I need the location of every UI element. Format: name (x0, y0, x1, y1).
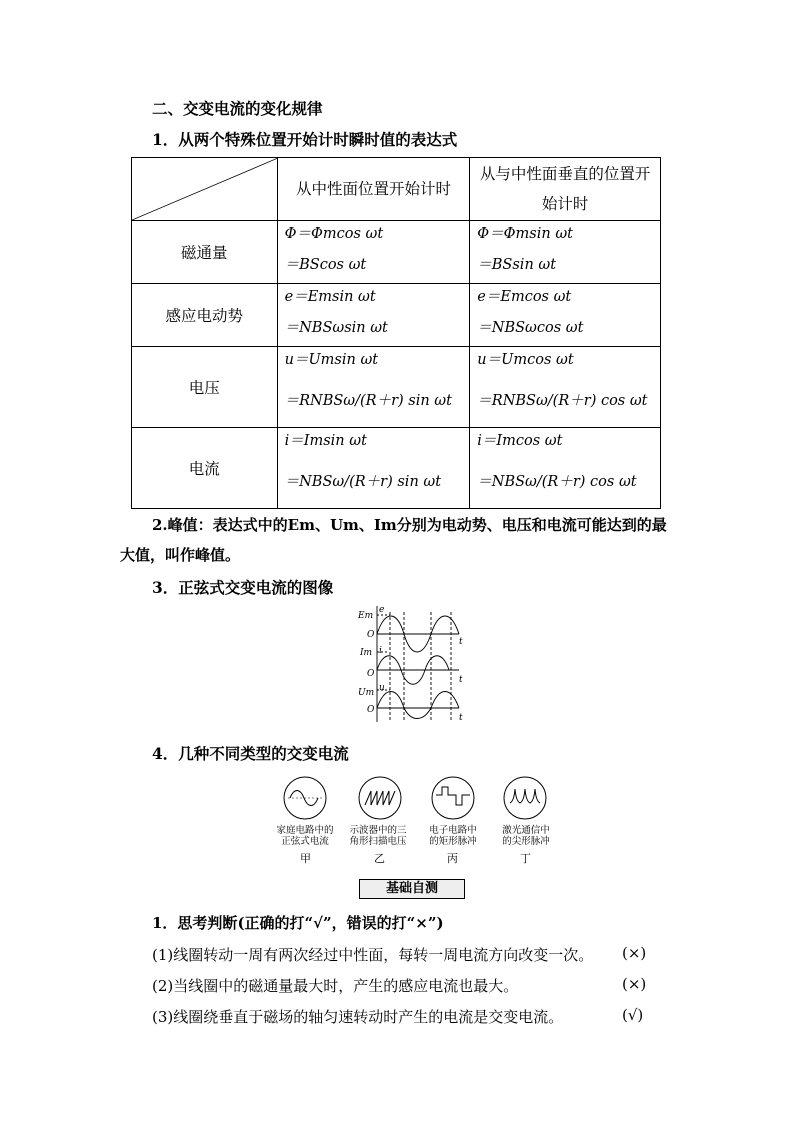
row-label: 感应电动势 (132, 284, 278, 347)
label-O: O (367, 705, 375, 715)
row-label: 电流 (132, 428, 278, 509)
caption-line: 示波器中的三 (349, 825, 407, 836)
judgement-answer: (×) (622, 975, 647, 993)
badge-basic-self-test: 基础自测 (359, 879, 465, 899)
type-tag: 丙 (447, 852, 458, 865)
formula-cell (277, 284, 470, 347)
label-t: t (459, 637, 463, 647)
item2-line2: 大值，叫作峰值。 (120, 546, 241, 564)
formula-line: ＝RNBSω/(R＋r) cos ωt (477, 393, 648, 409)
current-type-caption (418, 825, 488, 847)
item4-title: 4．几种不同类型的交变电流 (152, 744, 349, 763)
table-header-row (132, 158, 661, 221)
label-O: O (367, 669, 375, 679)
judgement-text: (2)当线圈中的磁通量最大时，产生的感应电流也最大。 (152, 977, 519, 995)
item1-title: 1．从两个特殊位置开始计时瞬时值的表达式 (152, 130, 458, 149)
formula-line: Φ＝Φmcos ωt (284, 226, 384, 242)
formula-line: ＝RNBSω/(R＋r) sin ωt (284, 393, 452, 409)
formula-cell (277, 428, 470, 509)
caption-line: 电子电路中 (429, 825, 477, 836)
judgement-answer: (×) (622, 944, 647, 962)
type-tag: 甲 (300, 852, 311, 865)
formula-line: ＝BSsin ωt (477, 257, 557, 273)
col2-header (470, 158, 661, 221)
label-O: O (367, 630, 375, 640)
current-type-caption (491, 825, 561, 847)
formula-line: Φ＝Φmsin ωt (477, 226, 573, 242)
table-row (132, 221, 661, 284)
current-type-caption (343, 825, 413, 847)
col2-header-line2: 始计时 (541, 195, 589, 213)
rectangular-pulse-icon (428, 773, 508, 823)
current-type-caption (270, 825, 340, 847)
label-t: t (459, 675, 463, 685)
formula-line: u＝Umsin ωt (284, 352, 379, 368)
type-tag: 乙 (374, 852, 385, 865)
formula-cell (470, 284, 661, 347)
judgement-answer: (√) (622, 1006, 644, 1024)
formula-cell (277, 347, 470, 428)
col2-header-line1: 从与中性面垂直的位置开 (479, 165, 651, 183)
judgement-text: (3)线圈绕垂直于磁场的轴匀速转动时产生的电流是交变电流。 (152, 1008, 564, 1026)
row-label: 磁通量 (132, 221, 278, 284)
triangle-wave-icon (355, 773, 435, 823)
formula-cell (470, 428, 661, 509)
diagonal-cell (132, 158, 278, 221)
formula-line: e＝Emsin ωt (284, 289, 376, 305)
formula-cell (277, 221, 470, 284)
formula-line: ＝BScos ωt (284, 257, 367, 273)
judgement-text: (1)线圈转动一周有两次经过中性面，每转一周电流方向改变一次。 (152, 946, 594, 964)
item3-title: 3．正弦式交变电流的图像 (152, 578, 334, 597)
caption-line: 角形扫描电压 (349, 836, 407, 847)
section-title: 二、交变电流的变化规律 (152, 99, 323, 118)
label-i: i (379, 646, 382, 656)
formula-line: ＝NBSωcos ωt (477, 320, 584, 336)
label-Um: Um (358, 688, 375, 698)
formula-cell (470, 347, 661, 428)
label-u: u (379, 683, 385, 693)
formula-line: i＝Imsin ωt (284, 433, 367, 449)
sine-graphs (355, 604, 470, 724)
formula-line: i＝Imcos ωt (477, 433, 563, 449)
caption-line: 的尖形脉冲 (502, 836, 550, 847)
formula-line: u＝Umcos ωt (477, 352, 574, 368)
formula-cell (470, 221, 661, 284)
formula-line: e＝Emcos ωt (477, 289, 572, 305)
judge-title: 1．思考判断(正确的打“√”，错误的打“×”) (152, 914, 444, 932)
caption-line: 正弦式电流 (281, 836, 329, 847)
type-tag: 丁 (520, 852, 531, 865)
table-row (132, 428, 661, 509)
diagonal-line (132, 158, 278, 220)
label-Im: Im (360, 648, 373, 658)
formula-table (131, 157, 661, 509)
label-Em: Em (358, 611, 374, 621)
table-row (132, 347, 661, 428)
formula-line: ＝NBSω/(R＋r) cos ωt (477, 474, 637, 490)
col1-header: 从中性面位置开始计时 (277, 158, 470, 221)
row-label: 电压 (132, 347, 278, 428)
caption-line: 家庭电路中的 (276, 825, 334, 836)
formula-line: ＝NBSωsin ωt (284, 320, 388, 336)
caption-line: 的矩形脉冲 (429, 836, 477, 847)
table-row (132, 284, 661, 347)
label-e: e (379, 605, 385, 615)
formula-line: ＝NBSω/(R＋r) sin ωt (284, 474, 442, 490)
label-t: t (459, 713, 463, 723)
spike-pulse-icon (500, 773, 580, 823)
sine-current-icon (280, 773, 360, 823)
item2-line1: 2.峰值：表达式中的Em、Um、Im分别为电动势、电压和电流可能达到的最 (152, 516, 667, 534)
caption-line: 激光通信中 (502, 825, 550, 836)
